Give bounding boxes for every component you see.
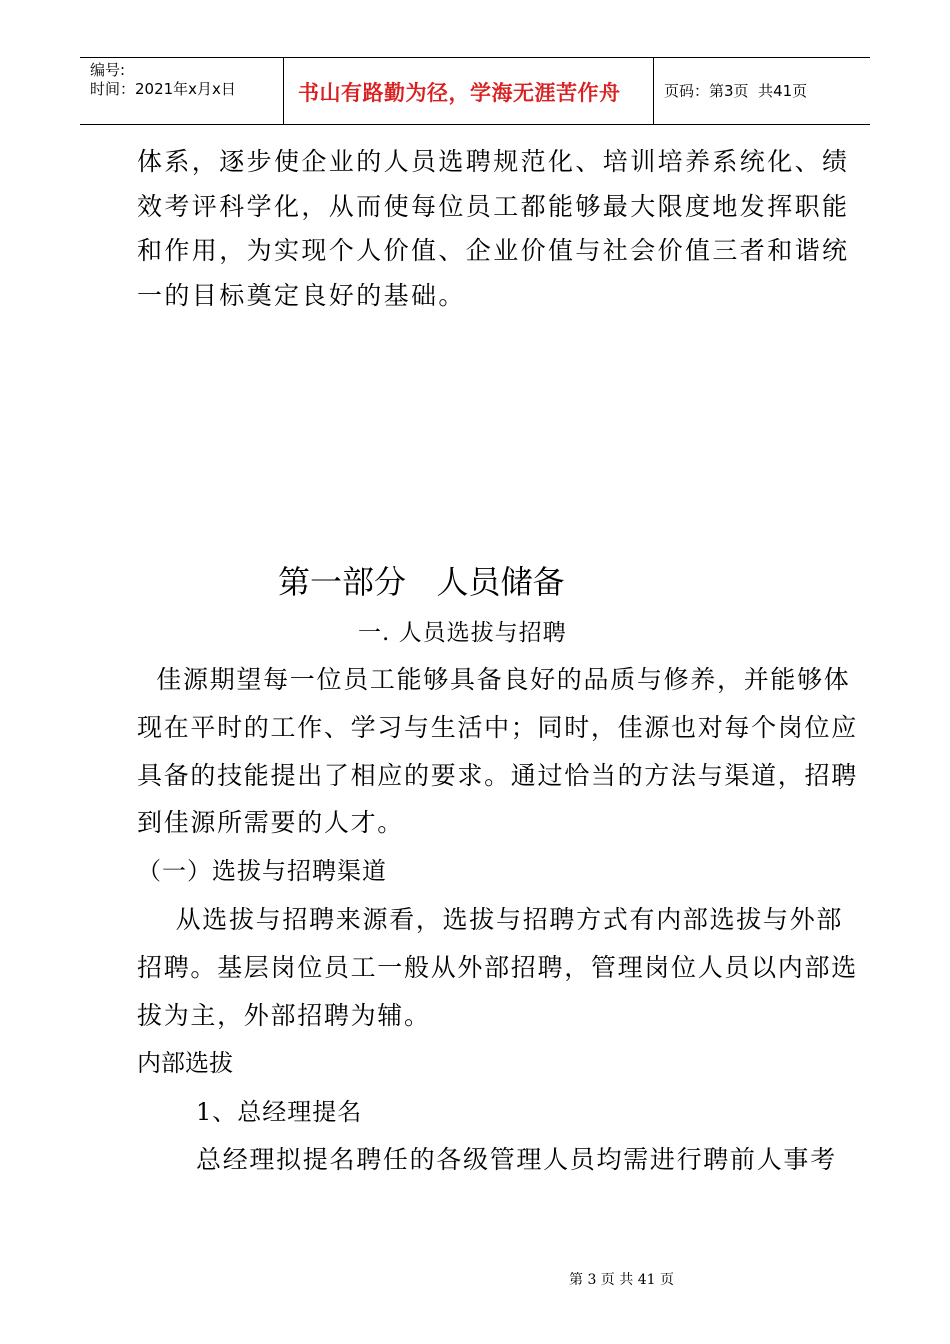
- header-top-rule: [80, 57, 870, 58]
- paragraph-line: 到佳源所需要的人才。: [137, 808, 405, 837]
- subsection-heading: （一）选拔与招聘渠道: [137, 857, 387, 885]
- part-title: 第一部分 人员储备: [278, 563, 565, 601]
- paragraph-line: 拔为主，外部招聘为辅。: [137, 1001, 431, 1030]
- paragraph-line: 从选拔与招聘来源看，选拔与招聘方式有内部选拔与外部: [137, 905, 844, 934]
- paragraph-line: 招聘。基层岗位员工一般从外部招聘，管理岗位人员以内部选: [137, 953, 858, 982]
- header-bottom-rule: [80, 124, 870, 125]
- paragraph-line: 一的目标奠定良好的基础。: [137, 281, 466, 310]
- header-motto: 书山有路勤为径，学海无涯苦作舟: [298, 81, 621, 105]
- paragraph-line: 佳源期望每一位员工能够具备良好的品质与修养，并能够体: [137, 665, 851, 694]
- internal-selection-heading: 内部选拔: [137, 1049, 233, 1077]
- paragraph-line: 效考评科学化，从而使每位员工都能够最大限度地发挥职能: [137, 192, 850, 221]
- header-divider-right: [653, 57, 654, 124]
- paragraph-line: 现在平时的工作、学习与生活中；同时，佳源也对每个岗位应: [137, 713, 858, 742]
- list-item-heading: 1、总经理提名: [196, 1098, 363, 1126]
- paragraph-line: 和作用，为实现个人价值、企业价值与社会价值三者和谐统: [137, 236, 850, 265]
- paragraph-line: 总经理拟提名聘任的各级管理人员均需进行聘前人事考: [196, 1145, 837, 1174]
- paragraph-line: 体系，逐步使企业的人员选聘规范化、培训培养系统化、绩: [137, 147, 850, 176]
- paragraph-line: 具备的技能提出了相应的要求。通过恰当的方法与渠道，招聘: [137, 761, 858, 790]
- header-number: 编号:: [90, 61, 126, 79]
- footer-page-number: 第 3 页 共 41 页: [569, 1272, 674, 1288]
- header-page: 页码：第3页 共41页: [664, 82, 808, 100]
- section-title: 一. 人员选拔与招聘: [358, 620, 567, 646]
- header-time: 时间：2021年x月x日: [90, 80, 236, 98]
- header-divider-left: [283, 57, 284, 124]
